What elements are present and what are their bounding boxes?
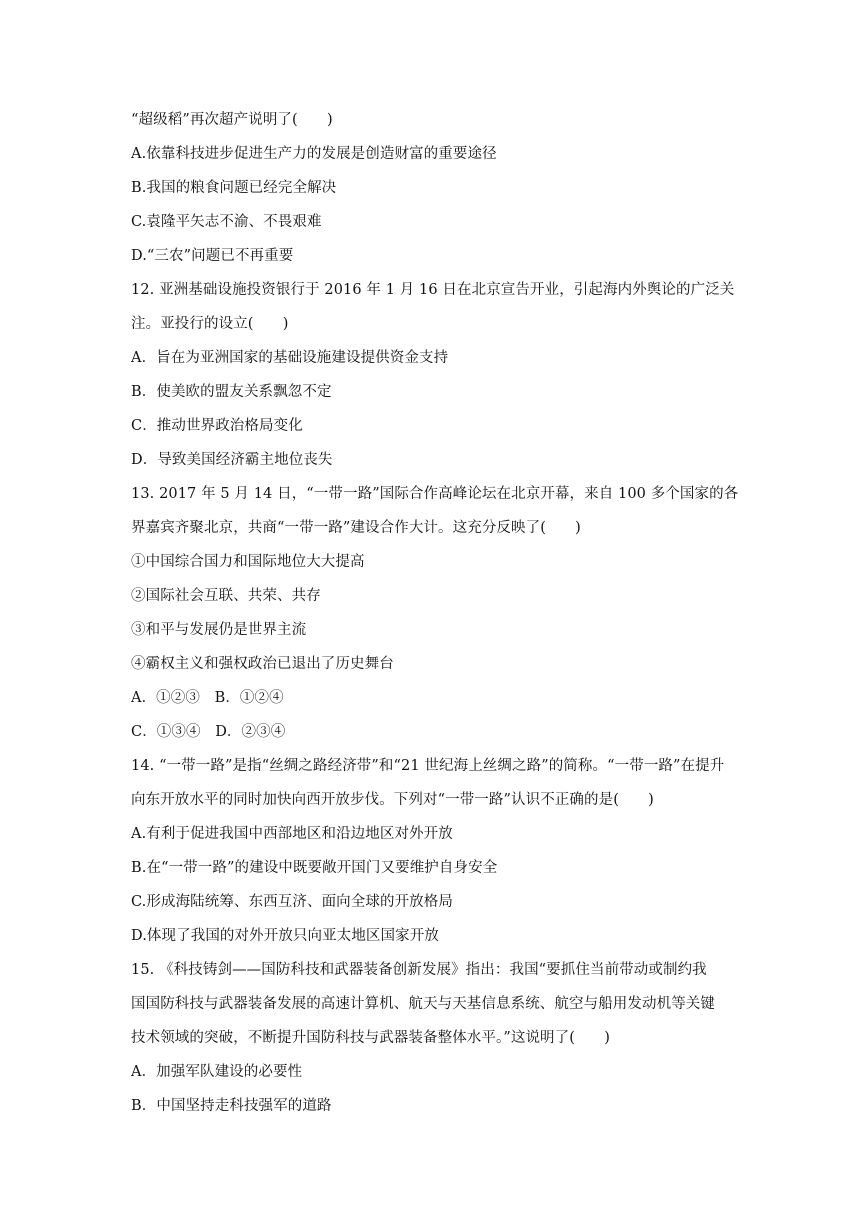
q14-stem-line2: 向东开放水平的同时加快向西开放步伐。下列对“一带一路”认识不正确的是( ): [131, 792, 654, 808]
q13-options-cd: C．①③④ D．②③④: [131, 724, 286, 740]
q15-stem-line2: 国国防科技与武器装备发展的高速计算机、航天与天基信息系统、航空与船用发动机等关键: [131, 996, 715, 1012]
q12-option-b: B．使美欧的盟友关系飘忽不定: [131, 384, 332, 400]
q13-statement-3: ③和平与发展仍是世界主流: [131, 622, 307, 638]
q11-option-c: C.袁隆平矢志不渝、不畏艰难: [131, 214, 322, 230]
q11-option-b: B.我国的粮食问题已经完全解决: [131, 180, 337, 196]
q14-option-a: A.有利于促进我国中西部地区和沿边地区对外开放: [131, 826, 453, 842]
q11-option-a: A.依靠科技进步促进生产力的发展是创造财富的重要途径: [131, 146, 497, 162]
q13-options-ab: A．①②③ B．①②④: [131, 690, 284, 706]
q15-option-a: A．加强军队建设的必要性: [131, 1064, 303, 1080]
q15-stem-line3: 技术领域的突破，不断提升国防科技与武器装备整体水平。”这说明了( ): [131, 1030, 610, 1046]
q15-stem-line1: 15. 《科技铸剑——国防科技和武器装备创新发展》指出：我国“要抓住当前带动或制约我: [131, 962, 707, 978]
q15-option-b: B．中国坚持走科技强军的道路: [131, 1098, 332, 1114]
q12-stem-line2: 注。亚投行的设立( ): [131, 316, 289, 332]
q12-stem-line1: 12. 亚洲基础设施投资银行于 2016 年 1 月 16 日在北京宣告开业，引起海内外舆论的广泛关: [131, 282, 735, 298]
q12-option-d: D．导致美国经济霸主地位丧失: [131, 452, 333, 468]
q13-statement-2: ②国际社会互联、共荣、共存: [131, 588, 321, 604]
q14-option-c: C.形成海陆统筹、东西互济、面向全球的开放格局: [131, 894, 453, 910]
q12-option-c: C．推动世界政治格局变化: [131, 418, 303, 434]
q13-statement-4: ④霸权主义和强权政治已退出了历史舞台: [131, 656, 394, 672]
q14-option-b: B.在“一带一路”的建设中既要敞开国门又要维护自身安全: [131, 860, 498, 876]
q13-stem-line2: 界嘉宾齐聚北京，共商“一带一路”建设合作大计。这充分反映了( ): [131, 520, 581, 536]
q11-stem-tail: “超级稻”再次超产说明了( ): [131, 112, 333, 128]
q13-stem-line1: 13. 2017 年 5 月 14 日，“一带一路”国际合作高峰论坛在北京开幕，来自 100 多个国家的各: [131, 486, 739, 502]
q11-option-d: D.“三农”问题已不再重要: [131, 248, 294, 264]
q12-option-a: A．旨在为亚洲国家的基础设施建设提供资金支持: [131, 350, 449, 366]
q14-option-d: D.体现了我国的对外开放只向亚太地区国家开放: [131, 928, 439, 944]
q14-stem-line1: 14. “一带一路”是指“丝绸之路经济带”和“21 世纪海上丝绸之路”的简称。“一带一路”在提升: [131, 758, 725, 774]
q13-statement-1: ①中国综合国力和国际地位大大提高: [131, 554, 365, 570]
